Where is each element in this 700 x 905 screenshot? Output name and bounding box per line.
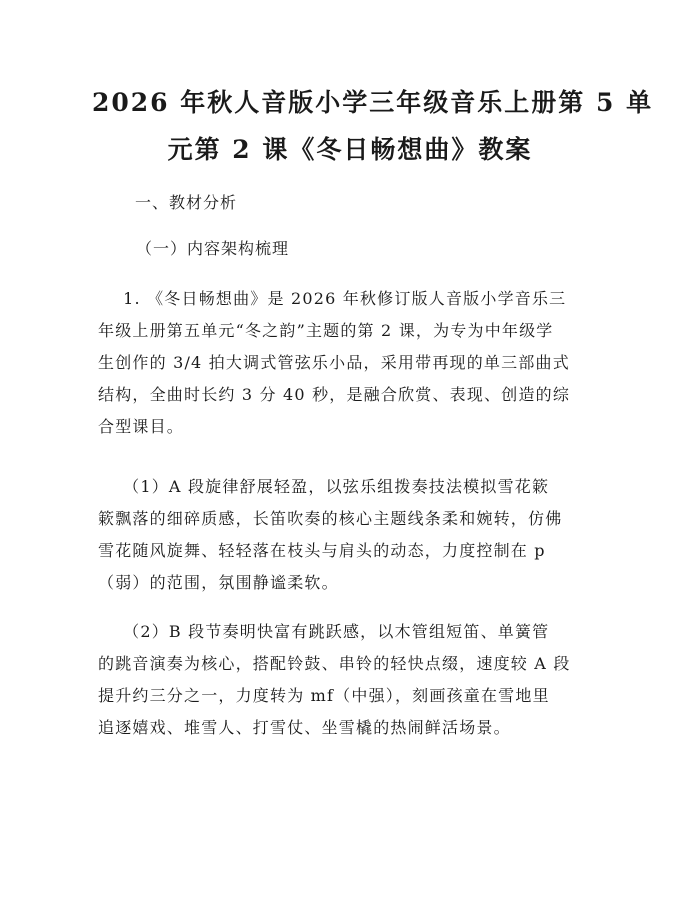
paragraph-line: （1）A 段旋律舒展轻盈，以弦乐组拨奏技法模拟雪花簌 xyxy=(98,477,550,496)
document-title-line-2: 元第 2 课《冬日畅想曲》教案 xyxy=(167,135,533,164)
document-title-line-1: 2026 年秋人音版小学三年级音乐上册第 5 单 xyxy=(92,88,654,117)
paragraph-line: 簌飘落的细碎质感，长笛吹奏的核心主题线条柔和婉转，仿佛 xyxy=(98,509,563,528)
paragraph-line: 的跳音演奏为核心，搭配铃鼓、串铃的轻快点缀，速度较 A 段 xyxy=(98,654,571,673)
paragraph-line: 生创作的 3/4 拍大调式管弦乐小品，采用带再现的单三部曲式 xyxy=(98,353,570,372)
paragraph-line: 结构，全曲时长约 3 分 40 秒，是融合欣赏、表现、创造的综 xyxy=(98,385,571,404)
section-heading: 一、教材分析 xyxy=(135,193,238,212)
paragraph-2 xyxy=(98,471,618,599)
paragraph-line: 年级上册第五单元“冬之韵”主题的第 2 课，为专为中年级学 xyxy=(98,321,554,340)
subsection-heading: （一）内容架构梳理 xyxy=(136,239,290,258)
paragraph-line: 合型课目。 xyxy=(98,417,185,436)
paragraph-1 xyxy=(98,283,618,443)
paragraph-line: 提升约三分之一，力度转为 mf（中强），刻画孩童在雪地里 xyxy=(98,686,550,705)
paragraph-line: 1. 《冬日畅想曲》是 2026 年秋修订版人音版小学音乐三 xyxy=(98,289,567,308)
paragraph-line: （弱）的范围，氛围静谧柔软。 xyxy=(98,573,339,592)
paragraph-line: （2）B 段节奏明快富有跳跃感，以木管组短笛、单簧管 xyxy=(98,622,550,641)
paragraph-3 xyxy=(98,616,618,744)
paragraph-line: 雪花随风旋舞、轻轻落在枝头与肩头的动态，力度控制在 p xyxy=(98,541,546,560)
paragraph-line: 追逐嬉戏、堆雪人、打雪仗、坐雪橇的热闹鲜活场景。 xyxy=(98,718,511,737)
